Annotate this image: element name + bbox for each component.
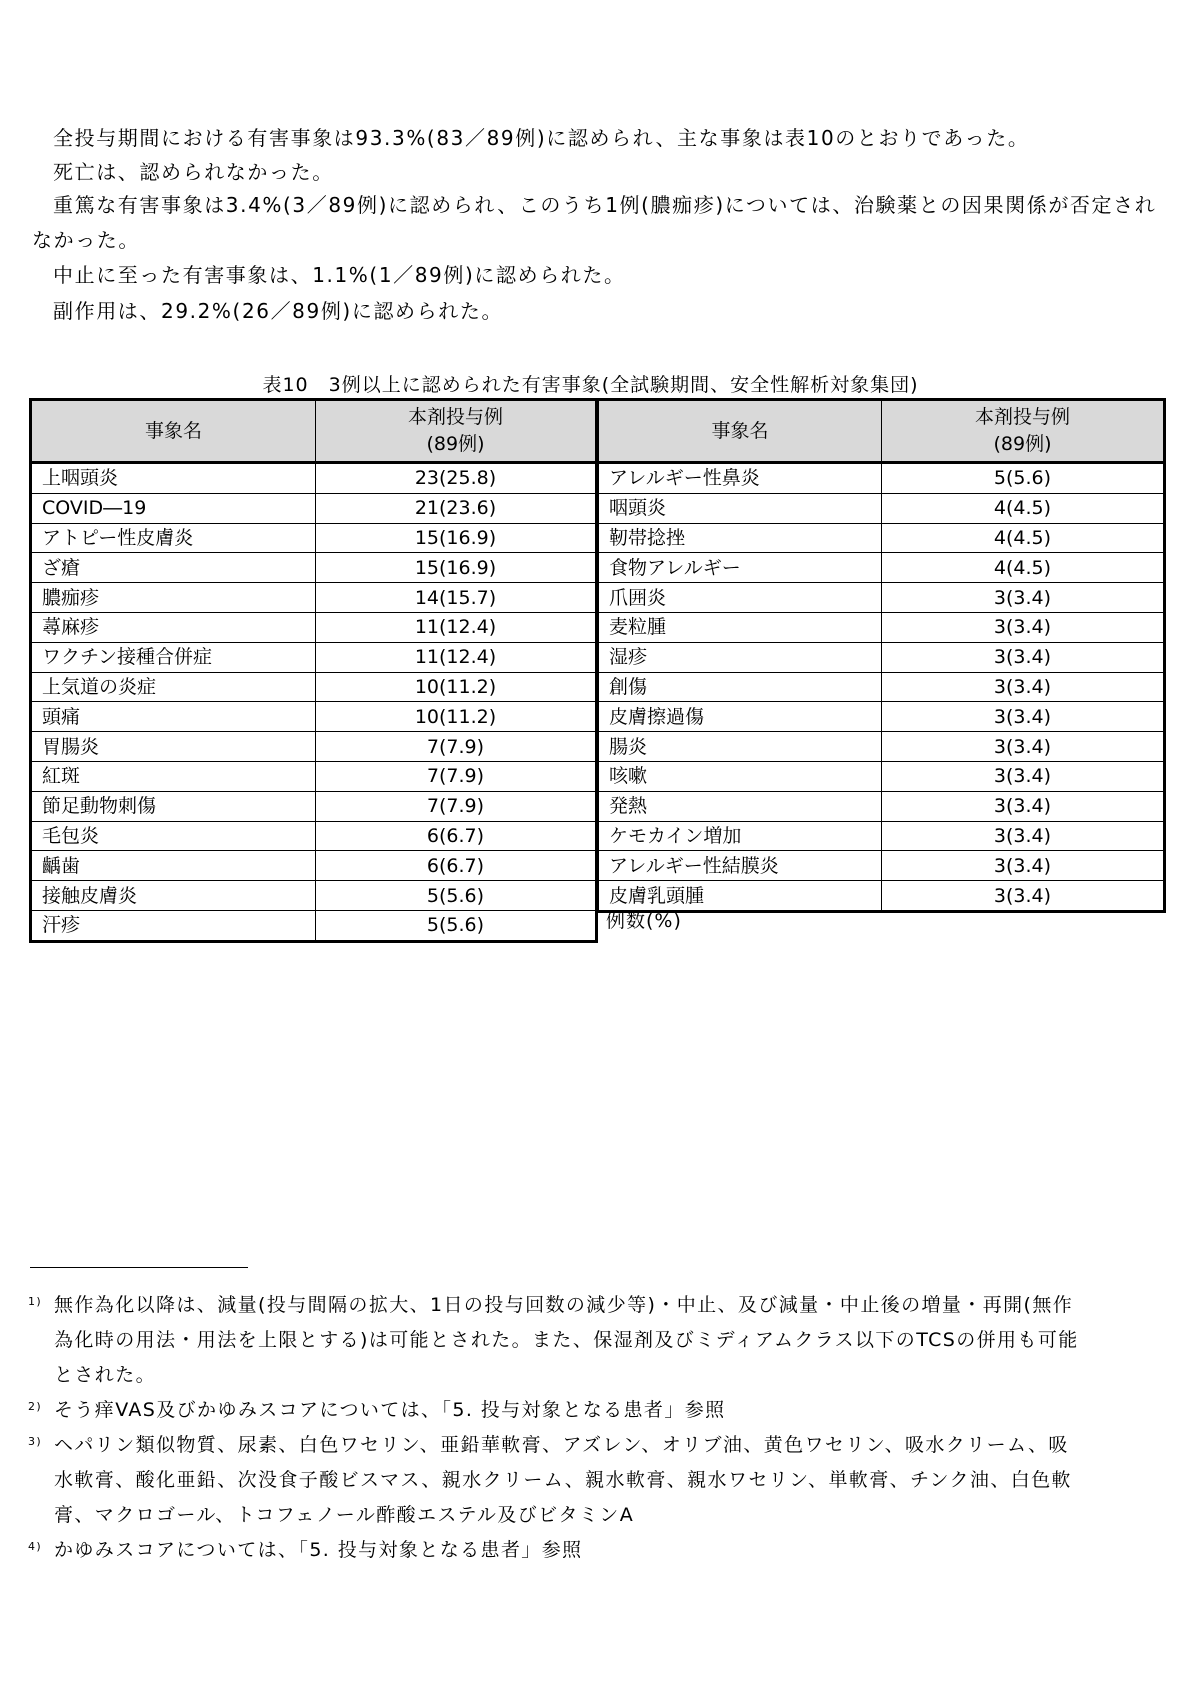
footnote-text: かゆみスコアについては、「5. 投与対象となる患者」参照 <box>54 1539 583 1561</box>
table-row <box>598 881 1165 912</box>
event-name: 食物アレルギー <box>598 553 882 583</box>
table-row <box>31 493 597 523</box>
footnote-text: 無作為化以降は、減量(投与間隔の拡大、1日の投与回数の減少等)・中止、及び減量・中止後の増量・再開(無作 <box>54 1294 1074 1316</box>
event-name: 毛包炎 <box>31 821 316 851</box>
event-count: 5(5.6) <box>316 910 597 941</box>
event-count: 11(12.4) <box>316 612 597 642</box>
header-cases <box>316 400 597 463</box>
footnote-line <box>54 1498 1154 1533</box>
event-name: 汗疹 <box>31 910 316 941</box>
event-count: 4(4.5) <box>882 493 1165 523</box>
paragraph-serious-events: 重篤な有害事象は3.4%(3／89例)に認められ、このうち1例(膿痂疹)については、治験薬との因果関係が否定され <box>53 193 1157 217</box>
event-count: 6(6.7) <box>316 821 597 851</box>
event-name: 爪囲炎 <box>598 583 882 613</box>
table-note: 例数(%) <box>606 910 682 932</box>
event-name: 皮膚擦過傷 <box>598 702 882 732</box>
event-count: 5(5.6) <box>316 881 597 911</box>
event-name: 頭痛 <box>31 702 316 732</box>
event-name: アレルギー性鼻炎 <box>598 463 882 494</box>
event-count: 3(3.4) <box>882 583 1165 613</box>
event-count: 3(3.4) <box>882 791 1165 821</box>
event-count: 10(11.2) <box>316 672 597 702</box>
table-row <box>31 851 597 881</box>
footnote-mark: 1) <box>28 1295 43 1308</box>
table-row <box>31 523 597 553</box>
table-row <box>31 463 597 494</box>
footnote-text: 水軟膏、酸化亜鉛、次没食子酸ビスマス、親水クリーム、親水軟膏、親水ワセリン、単軟膏、チンク油、白色軟 <box>54 1469 1072 1491</box>
table-row <box>598 821 1165 851</box>
paragraph-discontinuation: 中止に至った有害事象は、1.1%(1／89例)に認められた。 <box>53 263 626 287</box>
event-count: 14(15.7) <box>316 583 597 613</box>
table-row <box>598 761 1165 791</box>
paragraph-adverse-events: 全投与期間における有害事象は93.3%(83／89例)に認められ、主な事象は表10のとおりであった。 <box>53 126 1030 150</box>
event-count: 3(3.4) <box>882 761 1165 791</box>
table-row <box>31 732 597 762</box>
event-count: 3(3.4) <box>882 821 1165 851</box>
footnote-text: 膏、マクロゴール、トコフェノール酢酸エステル及びビタミンA <box>54 1504 635 1526</box>
header-event-name: 事象名 <box>31 400 316 463</box>
event-name: 創傷 <box>598 672 882 702</box>
table-row <box>31 702 597 732</box>
event-count: 3(3.4) <box>882 672 1165 702</box>
event-name: 皮膚乳頭腫 <box>598 881 882 912</box>
adverse-events-table-right <box>596 398 1166 913</box>
header-cases-label: 本剤投与例 <box>974 406 1070 428</box>
event-name: アトピー性皮膚炎 <box>31 523 316 553</box>
event-name: 胃腸炎 <box>31 732 316 762</box>
event-count: 3(3.4) <box>882 702 1165 732</box>
event-count: 7(7.9) <box>316 791 597 821</box>
footnote-mark: 3) <box>28 1435 43 1448</box>
event-count: 3(3.4) <box>882 642 1165 672</box>
footnote-line <box>28 1288 1154 1323</box>
table-row <box>598 463 1165 494</box>
table-row <box>31 553 597 583</box>
table-row <box>31 612 597 642</box>
event-name: 湿疹 <box>598 642 882 672</box>
table-row <box>31 672 597 702</box>
event-name: 麦粒腫 <box>598 612 882 642</box>
table-row <box>598 791 1165 821</box>
table-row <box>598 583 1165 613</box>
table-row <box>31 910 597 941</box>
event-count: 4(4.5) <box>882 553 1165 583</box>
adverse-events-table-left <box>29 398 598 943</box>
header-cases-label: 本剤投与例 <box>407 406 503 428</box>
event-count: 3(3.4) <box>882 881 1165 912</box>
table-row <box>598 493 1165 523</box>
event-count: 3(3.4) <box>882 732 1165 762</box>
footnote-line <box>28 1533 1154 1568</box>
table-row <box>598 732 1165 762</box>
table-row <box>598 702 1165 732</box>
table-row <box>598 523 1165 553</box>
footnote-line <box>54 1463 1154 1498</box>
event-count: 3(3.4) <box>882 612 1165 642</box>
event-count: 5(5.6) <box>882 463 1165 494</box>
table-row <box>598 612 1165 642</box>
event-name: 咳嗽 <box>598 761 882 791</box>
event-name: 上気道の炎症 <box>31 672 316 702</box>
table-row <box>31 881 597 911</box>
table-row <box>31 642 597 672</box>
footnote-text: そう痒VAS及びかゆみスコアについては、「5. 投与対象となる患者」参照 <box>54 1399 726 1421</box>
event-count: 15(16.9) <box>316 523 597 553</box>
table-row <box>31 761 597 791</box>
event-count: 4(4.5) <box>882 523 1165 553</box>
footnote-mark: 4) <box>28 1540 43 1553</box>
paragraph-serious-events-cont: なかった。 <box>32 228 140 252</box>
table-row <box>598 851 1165 881</box>
event-count: 23(25.8) <box>316 463 597 494</box>
header-cases-n: (89例) <box>993 433 1052 455</box>
footnote-text: ヘパリン類似物質、尿素、白色ワセリン、亜鉛華軟膏、アズレン、オリブ油、黄色ワセリン、吸水クリーム、吸 <box>54 1434 1069 1456</box>
event-count: 10(11.2) <box>316 702 597 732</box>
event-name: 接触皮膚炎 <box>31 881 316 911</box>
event-name: アレルギー性結膜炎 <box>598 851 882 881</box>
footnote-divider <box>30 1267 248 1268</box>
event-name: 発熱 <box>598 791 882 821</box>
header-event-name: 事象名 <box>598 400 882 463</box>
event-name: 膿痂疹 <box>31 583 316 613</box>
footnote-line <box>28 1428 1154 1463</box>
event-name: ケモカイン増加 <box>598 821 882 851</box>
table-row <box>31 791 597 821</box>
event-name: 咽頭炎 <box>598 493 882 523</box>
event-name: ざ瘡 <box>31 553 316 583</box>
event-count: 15(16.9) <box>316 553 597 583</box>
paragraph-deaths: 死亡は、認められなかった。 <box>53 160 334 184</box>
footnote-line <box>54 1358 1154 1393</box>
table-row <box>31 821 597 851</box>
event-name: COVID―19 <box>31 493 316 523</box>
header-cases <box>882 400 1165 463</box>
table-row <box>598 642 1165 672</box>
event-name: 節足動物刺傷 <box>31 791 316 821</box>
table-row <box>598 672 1165 702</box>
event-name: 紅斑 <box>31 761 316 791</box>
footnote-line <box>28 1393 1154 1428</box>
event-name: 腸炎 <box>598 732 882 762</box>
event-name: 齲歯 <box>31 851 316 881</box>
event-count: 7(7.9) <box>316 761 597 791</box>
table-row <box>31 583 597 613</box>
event-count: 7(7.9) <box>316 732 597 762</box>
event-count: 3(3.4) <box>882 851 1165 881</box>
header-cases-n: (89例) <box>426 433 485 455</box>
event-name: 靭帯捻挫 <box>598 523 882 553</box>
event-count: 11(12.4) <box>316 642 597 672</box>
footnote-text: 為化時の用法・用法を上限とする)は可能とされた。また、保湿剤及びミディアムクラス以下のTCSの併用も可能 <box>54 1329 1079 1351</box>
table-caption: 表10 3例以上に認められた有害事象(全試験期間、安全性解析対象集団) <box>262 374 919 396</box>
footnote-text: とされた。 <box>54 1364 157 1386</box>
event-name: ワクチン接種合併症 <box>31 642 316 672</box>
event-count: 6(6.7) <box>316 851 597 881</box>
footnote-mark: 2) <box>28 1400 43 1413</box>
event-name: 上咽頭炎 <box>31 463 316 494</box>
footnote-line <box>54 1323 1154 1358</box>
event-count: 21(23.6) <box>316 493 597 523</box>
table-row <box>598 553 1165 583</box>
paragraph-side-effects: 副作用は、29.2%(26／89例)に認められた。 <box>53 299 504 323</box>
event-name: 蕁麻疹 <box>31 612 316 642</box>
